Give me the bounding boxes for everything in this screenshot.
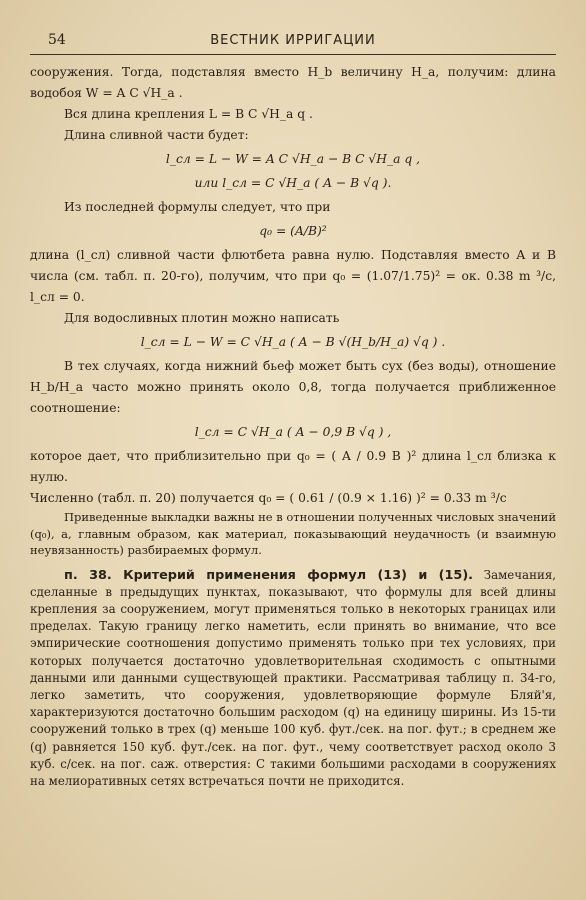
page-body: [30, 62, 556, 802]
running-title: ВЕСТНИК ИРРИГАЦИИ: [210, 33, 376, 48]
equation-2: или l_сл = C √H_a ( A − B √q ).: [194, 176, 392, 190]
equation-5: l_сл = C √H_a ( A − 0,9 B √q ) ,: [194, 425, 392, 439]
paragraph-7: В тех случаях, когда нижний бьеф может быть сух (без воды), отношение H_b/H_a часто можно принять около 0,8, тогда получается приближенное соотношение:: [30, 359, 556, 415]
paragraph-10: Приведенные выкладки важны не в отношении полученных числовых значений (q₀), а, главным образом, как материал, показывающий неудачность (и взаимную неувязанность) разбираемых формул.: [30, 510, 556, 557]
page-number: 54: [48, 32, 66, 48]
paragraph-6: Для водосливных плотин можно написать: [64, 311, 340, 325]
paragraph-2: Вся длина крепления L = B C √H_a q .: [64, 107, 313, 121]
paragraph-9: Численно (табл. п. 20) получается q₀ = ( 0.61 / (0.9 × 1.16) )² = 0.33 m ³/с: [30, 491, 507, 505]
paragraph-1: сооружения. Тогда, подставляя вместо H_b величину H_a, получим: длина водобоя W = A C √H_a .: [30, 65, 556, 100]
paragraph-5: длина (l_сл) сливной части флютбета равна нулю. Подставляя вместо A и B числа (см. табл. п. 20-го), получим, что при q₀ = (1.07/1.75)² = ок. 0.38 m ³/с, l_сл = 0.: [30, 248, 556, 304]
paragraph-3: Длина сливной части будет:: [64, 128, 249, 142]
equation-1: l_сл = L − W = A C √H_a − B C √H_a q ,: [165, 152, 421, 166]
section-heading: п. 38. Критерий применения формул (13) и (15).: [64, 567, 474, 583]
section-text: Замечания, сделанные в предыдущих пунктах, показывают, что формулы для всей длины крепления за сооружением, могут применяться только в некоторых границах или пределах. Такую границу легко наметить, если принять во внимание, что все эмпирические соотношения допустимо применять только при тех условиях, при которых получается достаточно удовлетворительная сходимость с опытными данными или данными существующей практики. Рассматривая таблицу п. 34-го, легко заметить, что сооружения, удовлетворяющие формуле Бляй'я, характеризуются достаточно большим расходом (q) на единицу ширины. Из 15-ти сооружений только в трех (q) меньше 100 куб. фут./сек. на пог. фут.; в среднем же (q) равняется 150 куб. фут./сек. на пог. фут., чему соответствует расход около 3 куб. с/сек. на пог. саж. отверстия: С такими большими расходами в сооружениях на мелиоративных сетях встречаться почти не приходится.: [30, 567, 557, 788]
paragraph-8: которое дает, что приблизительно при q₀ = ( A / 0.9 B )² длина l_сл близка к нулю.: [30, 449, 556, 484]
equation-3: q₀ = (A/B)²: [259, 224, 327, 238]
equation-4: l_сл = L − W = C √H_a ( A − B √(H_b/H_a) √q ) .: [140, 335, 446, 349]
paragraph-4: Из последней формулы следует, что при: [64, 200, 331, 214]
page-header: [30, 28, 556, 55]
section-38: [30, 567, 556, 791]
